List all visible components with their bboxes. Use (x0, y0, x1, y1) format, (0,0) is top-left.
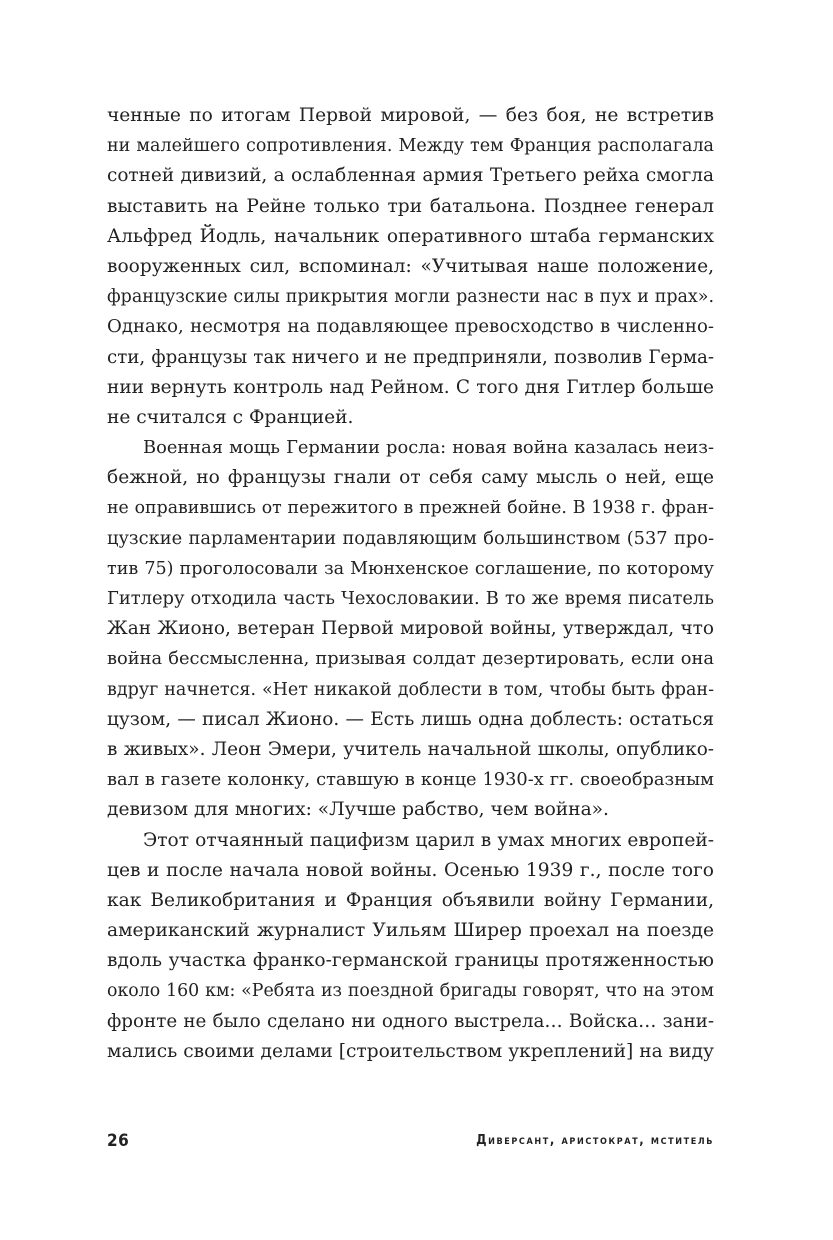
text-line: цев и после начала новой войны. Осенью 1939 г., после того (107, 859, 714, 881)
text-line: девизом для многих: «Лучше рабство, чем война». (107, 799, 609, 821)
text-line: цузские парламентарии подавляющим большинством (537 про- (107, 527, 714, 549)
paragraph-start-line: Этот отчаянный пацифизм царил в умах многих европей- (143, 829, 714, 851)
text-line: война бессмысленна, призывая солдат дезертировать, если она (107, 648, 714, 670)
text-line: вдоль участка франко-германской границы протяженностью (107, 950, 714, 972)
text-line: тив 75) проголосовали за Мюнхенское соглашение, по которому (107, 558, 714, 579)
text-line: выставить на Рейне только три батальона. Позднее генерал (107, 195, 714, 217)
text-line: мались своими делами [строительством укреплений] на виду (107, 1040, 714, 1062)
text-line: американский журналист Уильям Ширер проехал на поезде (107, 920, 714, 942)
body-text (107, 101, 714, 1067)
text-line: Гитлеру отходила часть Чехословакии. В то же время писатель (107, 588, 714, 609)
text-line: ченные по итогам Первой мировой, — без боя, не встретив (107, 105, 714, 126)
text-line: Жан Жионо, ветеран Первой мировой войны, утверждал, что (107, 618, 714, 640)
text-line: цузом, — писал Жионо. — Есть лишь одна доблесть: остаться (107, 708, 714, 730)
text-line: около 160 км: «Ребята из поездной бригады говорят, что на этом (107, 981, 714, 1002)
text-line: французские силы прикрытия могли разнести нас в пух и прах». (107, 287, 714, 308)
running-title: Диверсант, аристократ, мститель (476, 1133, 714, 1148)
text-line: вал в газете колонку, ставшую в конце 1930-х гг. своеобразным (107, 770, 714, 791)
page-number: 26 (107, 1131, 130, 1151)
text-line: бежной, но французы гнали от себя саму мысль о ней, еще (107, 467, 714, 489)
text-line: сти, французы так ничего и не предприняли, позволив Герма- (107, 346, 714, 368)
text-line: нии вернуть контроль над Рейном. С того дня Гитлер больше (107, 376, 714, 398)
paragraph-start-line: Военная мощь Германии росла: новая война казалась неиз- (143, 437, 714, 459)
text-line: вдруг начнется. «Нет никакой доблести в том, чтобы быть фран- (107, 679, 714, 700)
text-line: вооруженных сил, вспоминал: «Учитывая наше положение, (107, 255, 714, 277)
text-line: не считался с Францией. (107, 406, 354, 428)
text-line: как Великобритания и Франция объявили войну Германии, (107, 889, 714, 911)
text-line: Альфред Йодль, начальник оперативного штаба германских (107, 225, 714, 247)
text-line: в живых». Леон Эмери, учитель начальной школы, опублико- (107, 738, 714, 760)
text-line: ни малейшего сопротивления. Между тем Франция располагала (107, 136, 714, 157)
page-footer (107, 1131, 714, 1159)
text-line: Однако, несмотря на подавляющее превосходство в численно- (107, 316, 714, 338)
text-line: не оправившись от пережитого в прежней бойне. В 1938 г. фран- (107, 498, 714, 519)
text-line: фронте не было сделано ни одного выстрела… Войска… зани- (107, 1010, 714, 1032)
text-line: сотней дивизий, а ослабленная армия Третьего рейха смогла (107, 165, 714, 187)
